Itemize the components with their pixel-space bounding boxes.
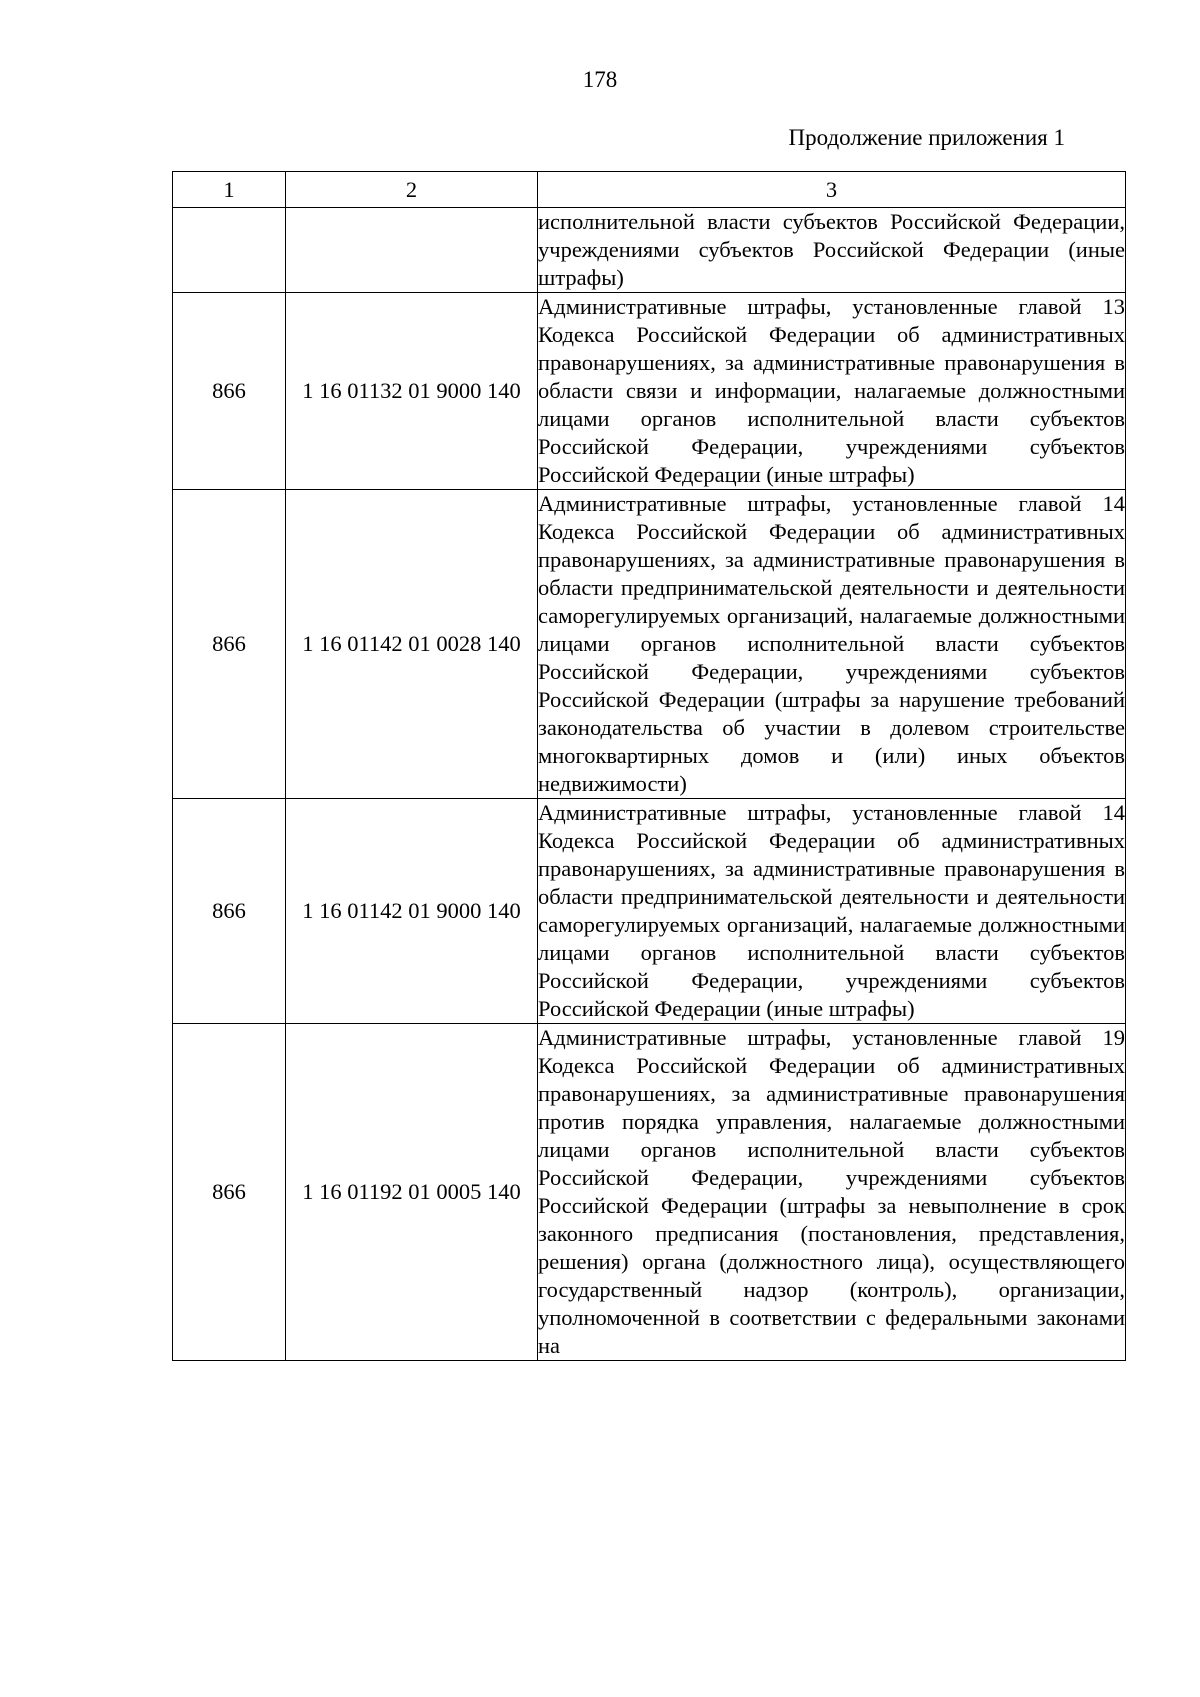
appendix-continuation-label: Продолжение приложения 1 bbox=[788, 125, 1065, 150]
column-header-3: 3 bbox=[538, 172, 1126, 208]
admin-code-cell: 866 bbox=[173, 799, 286, 1024]
column-header-1: 1 bbox=[173, 172, 286, 208]
description-cell bbox=[538, 293, 1126, 490]
kbk-code-cell: 1 16 01132 01 9000 140 bbox=[286, 293, 538, 490]
description-cell bbox=[538, 1024, 1126, 1361]
kbk-code-cell: 1 16 01142 01 9000 140 bbox=[286, 799, 538, 1024]
kbk-code-cell: 1 16 01192 01 0005 140 bbox=[286, 1024, 538, 1361]
column-header-2: 2 bbox=[286, 172, 538, 208]
table-row bbox=[173, 208, 1126, 293]
description-text: Административные штрафы, установленные главой 13 Кодекса Российской Федерации об административных правонарушениях, за административные правонарушения в области связи и информации, налагаемые должностными лицами органов исполнительной власти субъектов Российской Федерации, учреждениями субъектов Российской Федерации (иные штрафы) bbox=[538, 294, 1125, 487]
admin-code-cell: 866 bbox=[173, 293, 286, 490]
kbk-code-cell: 1 16 01142 01 0028 140 bbox=[286, 490, 538, 799]
kbk-code-cell bbox=[286, 208, 538, 293]
table-row bbox=[173, 1024, 1126, 1361]
page-number: 178 bbox=[582, 67, 618, 92]
table-header-row bbox=[173, 172, 1126, 208]
description-cell bbox=[538, 799, 1126, 1024]
table-row bbox=[173, 799, 1126, 1024]
table-row bbox=[173, 293, 1126, 490]
description-text: Административные штрафы, установленные главой 14 Кодекса Российской Федерации об административных правонарушениях, за административные правонарушения в области предпринимательской деятельности и деятельности саморегулируемых организаций, налагаемые должностными лицами органов исполнительной власти субъектов Российской Федерации, учреждениями субъектов Российской Федерации (иные штрафы) bbox=[538, 800, 1125, 1021]
description-text: исполнительной власти субъектов Российской Федерации, учреждениями субъектов Российской Федерации (иные штрафы) bbox=[538, 209, 1125, 290]
description-text: Административные штрафы, установленные главой 19 Кодекса Российской Федерации об административных правонарушениях, за административные правонарушения против порядка управления, налагаемые должностными лицами органов исполнительной власти субъектов Российской Федерации, учреждениями субъектов Российской Федерации (штрафы за невыполнение в срок законного предписания (постановления, представления, решения) органа (должностного лица), осуществляющего государственный надзор (контроль), организации, уполномоченной в соответствии с федеральными законами на bbox=[538, 1025, 1125, 1358]
revenue-codes-table bbox=[172, 171, 1126, 1361]
admin-code-cell bbox=[173, 208, 286, 293]
table-row bbox=[173, 490, 1126, 799]
description-text: Административные штрафы, установленные главой 14 Кодекса Российской Федерации об административных правонарушениях, за административные правонарушения в области предпринимательской деятельности и деятельности саморегулируемых организаций, налагаемые должностными лицами органов исполнительной власти субъектов Российской Федерации, учреждениями субъектов Российской Федерации (штрафы за нарушение требований законодательства об участии в долевом строительстве многоквартирных домов и (или) иных объектов недвижимости) bbox=[538, 491, 1125, 796]
admin-code-cell: 866 bbox=[173, 490, 286, 799]
description-cell bbox=[538, 490, 1126, 799]
description-cell bbox=[538, 208, 1126, 293]
admin-code-cell: 866 bbox=[173, 1024, 286, 1361]
